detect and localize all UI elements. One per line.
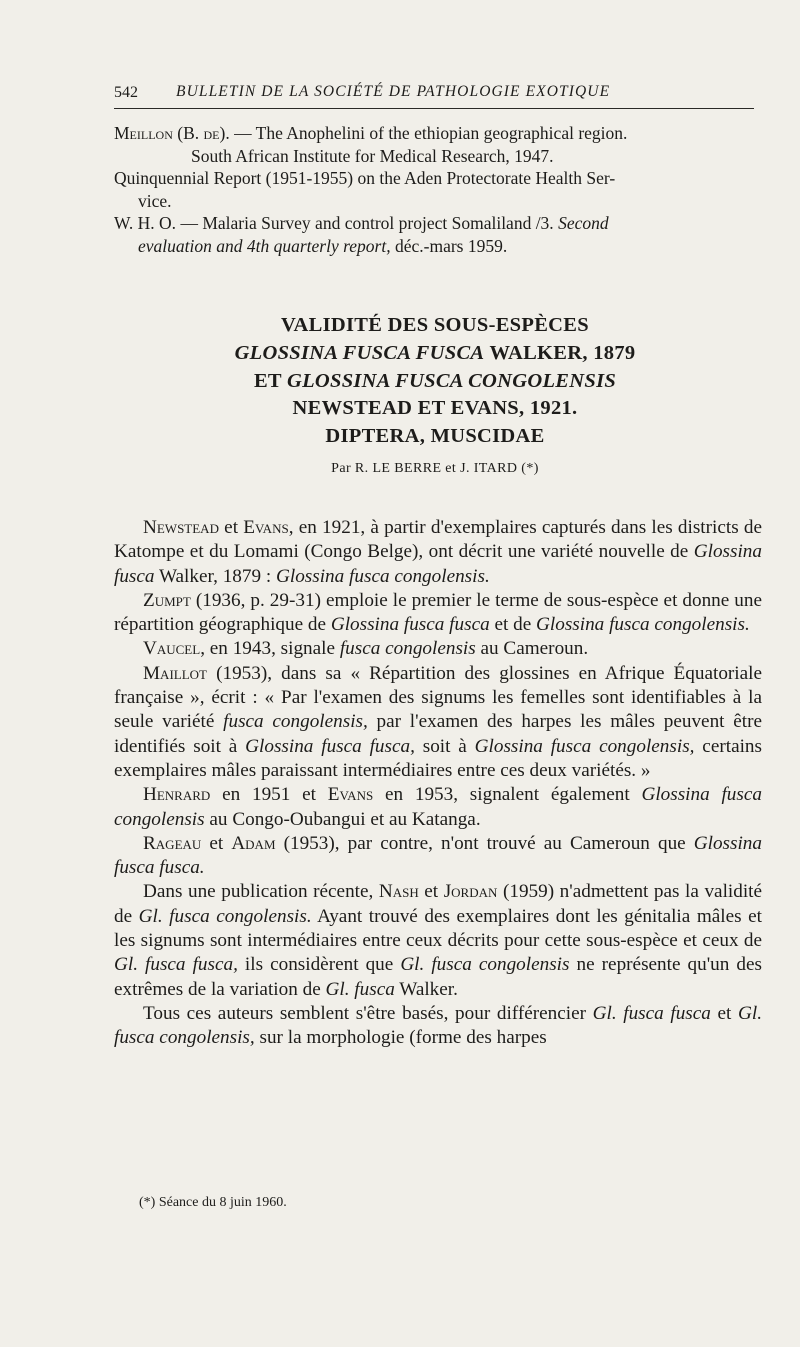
paragraph-text: (1936, p. 29-31) emploie le premier le terme de sous-espèce et donne une répartition géographique de: [114, 589, 762, 636]
species-name: Gl. fusca fusca,: [114, 954, 238, 976]
title-line: NEWSTEAD ET EVANS, 1921.: [292, 397, 578, 420]
title-text: ET: [253, 369, 287, 392]
reference-item: [114, 122, 756, 167]
running-head: [114, 82, 754, 109]
species-name: Gl. fusca congolensis,: [114, 1002, 762, 1049]
paragraph-text: Ayant trouvé des exemplaires dont les génitalia mâles et les signums sont intermédiaires entre ceux décrits pour cette sous-espèce et ceux de: [114, 905, 762, 952]
author-name: Rageau: [143, 832, 202, 854]
author-name: Zumpt: [143, 589, 191, 611]
author-name: Evans: [327, 784, 374, 806]
species-name: fusca congolensis: [339, 638, 476, 660]
author-name: Vaucel: [143, 638, 201, 660]
paragraph-text: ils considèrent que: [237, 954, 401, 976]
reference-item: [114, 212, 756, 235]
body-paragraph: [114, 832, 762, 881]
title-italic: GLOSSINA FUSCA CONGOLENSIS: [286, 369, 617, 392]
reference-continuation: vice.: [138, 190, 172, 211]
author-name: Henrard: [143, 784, 211, 806]
body-paragraph: [114, 662, 762, 783]
paragraph-text: et: [201, 832, 232, 854]
paragraph-text: sur la morphologie (forme des harpes: [254, 1027, 547, 1049]
reference-text: — Malaria Survey and control project Somaliland /3.: [176, 213, 559, 233]
paragraph-text: au Cameroun.: [475, 638, 589, 660]
page-number: 542: [114, 84, 138, 101]
species-name: Gl. fusca: [325, 978, 395, 1000]
author-name: Nash: [378, 881, 419, 903]
author-name: Maillot: [143, 662, 207, 684]
reference-italic: Second: [558, 213, 609, 233]
paragraph-text: , en 1943, signale: [200, 638, 340, 660]
paragraph-text: soit à: [414, 735, 475, 757]
reference-list: [114, 122, 756, 257]
paragraph-text: par l'examen des harpes les mâles peuvent être identifiés soit à: [114, 711, 762, 757]
author-byline: Par R. LE BERRE et J. ITARD (*): [331, 461, 539, 476]
reference-item: [114, 167, 756, 190]
paragraph-text: en 1953, signalent également: [373, 784, 642, 806]
reference-author: Meillon (B. de).: [114, 123, 230, 143]
paragraph-text: et: [710, 1002, 739, 1024]
body-paragraph: [114, 589, 762, 638]
species-name: Glossina fusca congolensis,: [474, 735, 695, 757]
species-name: Glossina fusca congolensis.: [536, 614, 750, 636]
species-name: Glossina fusca fusca.: [114, 832, 762, 879]
species-name: Glossina fusca: [114, 541, 762, 587]
reference-continuation: South African Institute for Medical Research, 1947.: [191, 145, 554, 166]
paragraph-text: et de: [489, 614, 537, 636]
author-name: Jordan: [443, 881, 498, 903]
paragraph-text: , en 1921, à partir d'exemplaires capturés dans les districts de Katompe et du Lomami (Congo Belge), ont décrit une variété nouvelle de: [114, 517, 762, 563]
journal-title: BULLETIN DE LA SOCIÉTÉ DE PATHOLOGIE EXOTIQUE: [176, 83, 611, 100]
title-italic: GLOSSINA FUSCA FUSCA: [234, 341, 485, 364]
species-name: Gl. fusca congolensis: [400, 954, 570, 976]
paragraph-text: en 1951 et: [210, 784, 328, 806]
body-paragraph: [114, 637, 762, 661]
title-text: WALKER, 1879: [484, 341, 636, 364]
article-title: [114, 312, 756, 451]
title-line: [114, 340, 756, 368]
paragraph-text: Tous ces auteurs semblent s'être basés, pour différencier: [143, 1002, 593, 1024]
species-name: Glossina fusca congolensis.: [276, 565, 490, 587]
paragraph-text: Walker, 1879 :: [154, 565, 277, 587]
title-line: VALIDITÉ DES SOUS-ESPÈCES: [281, 314, 589, 336]
reference-continuation: [114, 235, 756, 258]
author-name: Newstead: [143, 517, 219, 538]
paragraph-text: (1953), par contre, n'ont trouvé au Cameroun que: [275, 832, 694, 854]
paragraph-text: Dans une publication récente,: [143, 881, 379, 903]
paragraph-text: et: [218, 517, 244, 538]
species-name: Gl. fusca congolensis.: [138, 905, 312, 927]
reference-text: Quinquennial Report (1951-1955) on the Aden Protectorate Health Ser-: [114, 168, 616, 188]
species-name: Glossina fusca congolensis: [114, 784, 762, 830]
footnote: (*) Séance du 8 juin 1960.: [139, 1195, 287, 1210]
title-line: DIPTERA, MUSCIDAE: [325, 425, 545, 448]
body-paragraph: [114, 516, 762, 589]
paragraph-text: (1959) n'admettent pas la validité de: [114, 881, 763, 927]
paragraph-text: ne représente qu'un des extrêmes de la variation de: [114, 954, 762, 1000]
paragraph-text: Walker.: [394, 978, 458, 1000]
body-paragraph: [114, 1002, 762, 1051]
reference-italic: evaluation and 4th quarterly report,: [138, 235, 391, 256]
body-paragraph: [114, 880, 762, 1001]
title-line: [114, 368, 756, 396]
reference-author: W. H. O.: [114, 213, 177, 233]
species-name: Gl. fusca fusca: [592, 1002, 711, 1024]
body-paragraph: [114, 783, 762, 832]
species-name: fusca congolensis,: [223, 711, 368, 733]
reference-text: déc.-mars 1959.: [390, 235, 508, 256]
paragraph-text: et: [418, 881, 444, 903]
reference-text: — The Anophelini of the ethiopian geographical region.: [229, 123, 628, 143]
species-name: Glossina fusca fusca: [330, 614, 490, 636]
paragraph-text: (1953), dans sa « Répartition des glossines en Afrique Équatoriale française », écrit : « Par l'examen des signums les femelles sont identifiables à la seule variété: [114, 662, 762, 733]
author-name: Evans: [243, 517, 289, 538]
species-name: Glossina fusca fusca,: [245, 735, 415, 757]
author-name: Adam: [231, 832, 276, 854]
paragraph-text: au Congo-Oubangui et au Katanga.: [204, 808, 481, 830]
article-body: [114, 516, 762, 1051]
paragraph-text: certains exemplaires mâles paraissant intermédiaires entre ces deux variétés. »: [114, 735, 762, 781]
